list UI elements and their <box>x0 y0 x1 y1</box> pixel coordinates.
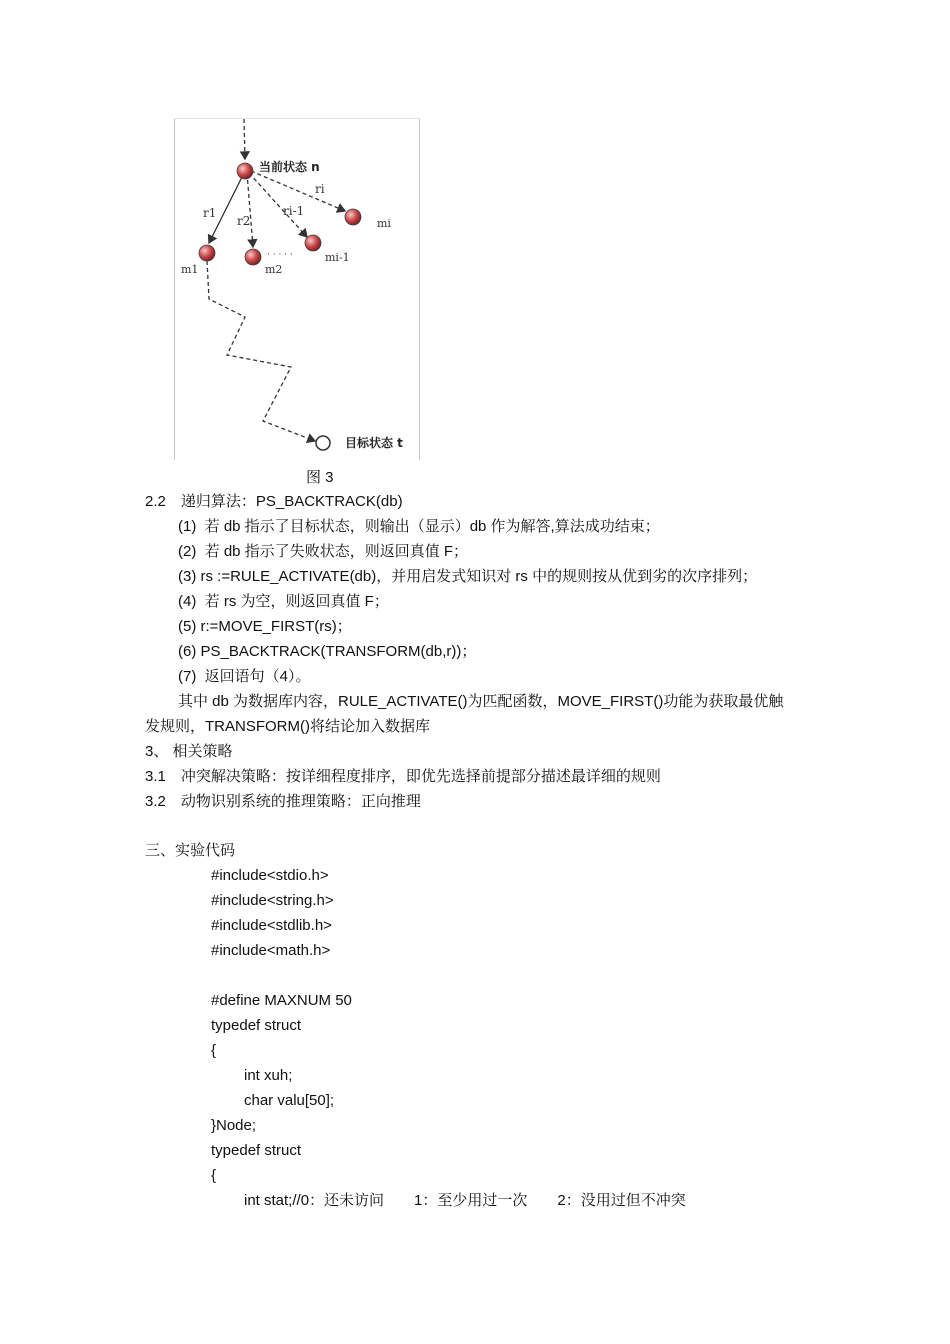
figure-caption: 图 3 <box>306 469 334 486</box>
incoming-edge <box>244 119 245 159</box>
code-line: #include<math.h> <box>211 942 331 959</box>
label-mi: mi <box>377 217 391 230</box>
node-mi <box>345 209 361 225</box>
label-r2: r2 <box>237 214 251 228</box>
node-m1 <box>199 245 215 261</box>
code-line: int xuh; <box>244 1067 293 1084</box>
label-mi1: mi-1 <box>325 251 350 264</box>
code-line: char valu[50]; <box>244 1092 335 1109</box>
label-ri: ri <box>315 182 325 196</box>
section-2-2-heading: 2.2 递归算法：PS_BACKTRACK(db) <box>145 493 403 510</box>
label-r1: r1 <box>203 206 217 220</box>
step-1: (1) 若 db 指示了目标状态，则输出（显示）db 作为解答,算法成功结束； <box>178 518 660 535</box>
label-m2: m2 <box>265 263 283 276</box>
label-ri1: ri-1 <box>283 204 305 218</box>
edge-r2 <box>247 173 253 247</box>
code-line: int stat;//0：还未访问 1：至少用过一次 2：没用过但不冲突 <box>244 1192 686 1209</box>
code-line: }Node; <box>211 1117 257 1134</box>
node-m2 <box>245 249 261 265</box>
step-6: (6) PS_BACKTRACK(TRANSFORM(db,r))； <box>178 643 477 660</box>
step-2: (2) 若 db 指示了失败状态，则返回真值 F； <box>178 543 469 560</box>
step-5: (5) r:=MOVE_FIRST(rs)； <box>178 618 352 635</box>
step-3: (3) rs :=RULE_ACTIVATE(db)，并用启发式知识对 rs 中的规则按从优到劣的次序排列； <box>178 568 758 585</box>
code-line: { <box>211 1042 217 1059</box>
section-3-1: 3.1 冲突解决策略：按详细程度排序，即优先选择前提部分描述最详细的规则 <box>145 768 661 785</box>
search-tree-diagram <box>175 119 421 461</box>
code-line: typedef struct <box>211 1142 302 1159</box>
step-7: (7) 返回语句（4）。 <box>178 668 311 685</box>
code-line: #include<stdlib.h> <box>211 917 332 934</box>
section-3-2: 3.2 动物识别系统的推理策略：正向推理 <box>145 793 421 810</box>
label-current: 当前状态 n <box>259 160 320 174</box>
section-3-heading: 3、 相关策略 <box>145 743 233 760</box>
node-t <box>316 436 330 450</box>
code-section-heading: 三、实验代码 <box>145 842 236 859</box>
node-mi1 <box>305 235 321 251</box>
node-n <box>237 163 253 179</box>
label-goal: 目标状态 t <box>345 436 403 450</box>
label-dots: · · · · · <box>267 250 293 260</box>
code-line: #include<string.h> <box>211 892 334 909</box>
code-line: #include<stdio.h> <box>211 867 329 884</box>
code-line: typedef struct <box>211 1017 302 1034</box>
code-line: { <box>211 1167 217 1184</box>
label-m1: m1 <box>181 263 199 276</box>
step-4: (4) 若 rs 为空，则返回真值 F； <box>178 593 389 610</box>
note-line-1: 其中 db 为数据库内容，RULE_ACTIVATE()为匹配函数，MOVE_FIRST()功能为获取最优触 <box>178 693 784 710</box>
figure-3-search-tree <box>174 118 420 460</box>
note-line-2: 发规则，TRANSFORM()将结论加入数据库 <box>145 718 430 735</box>
code-line: #define MAXNUM 50 <box>211 992 352 1009</box>
path-to-goal <box>207 261 315 441</box>
